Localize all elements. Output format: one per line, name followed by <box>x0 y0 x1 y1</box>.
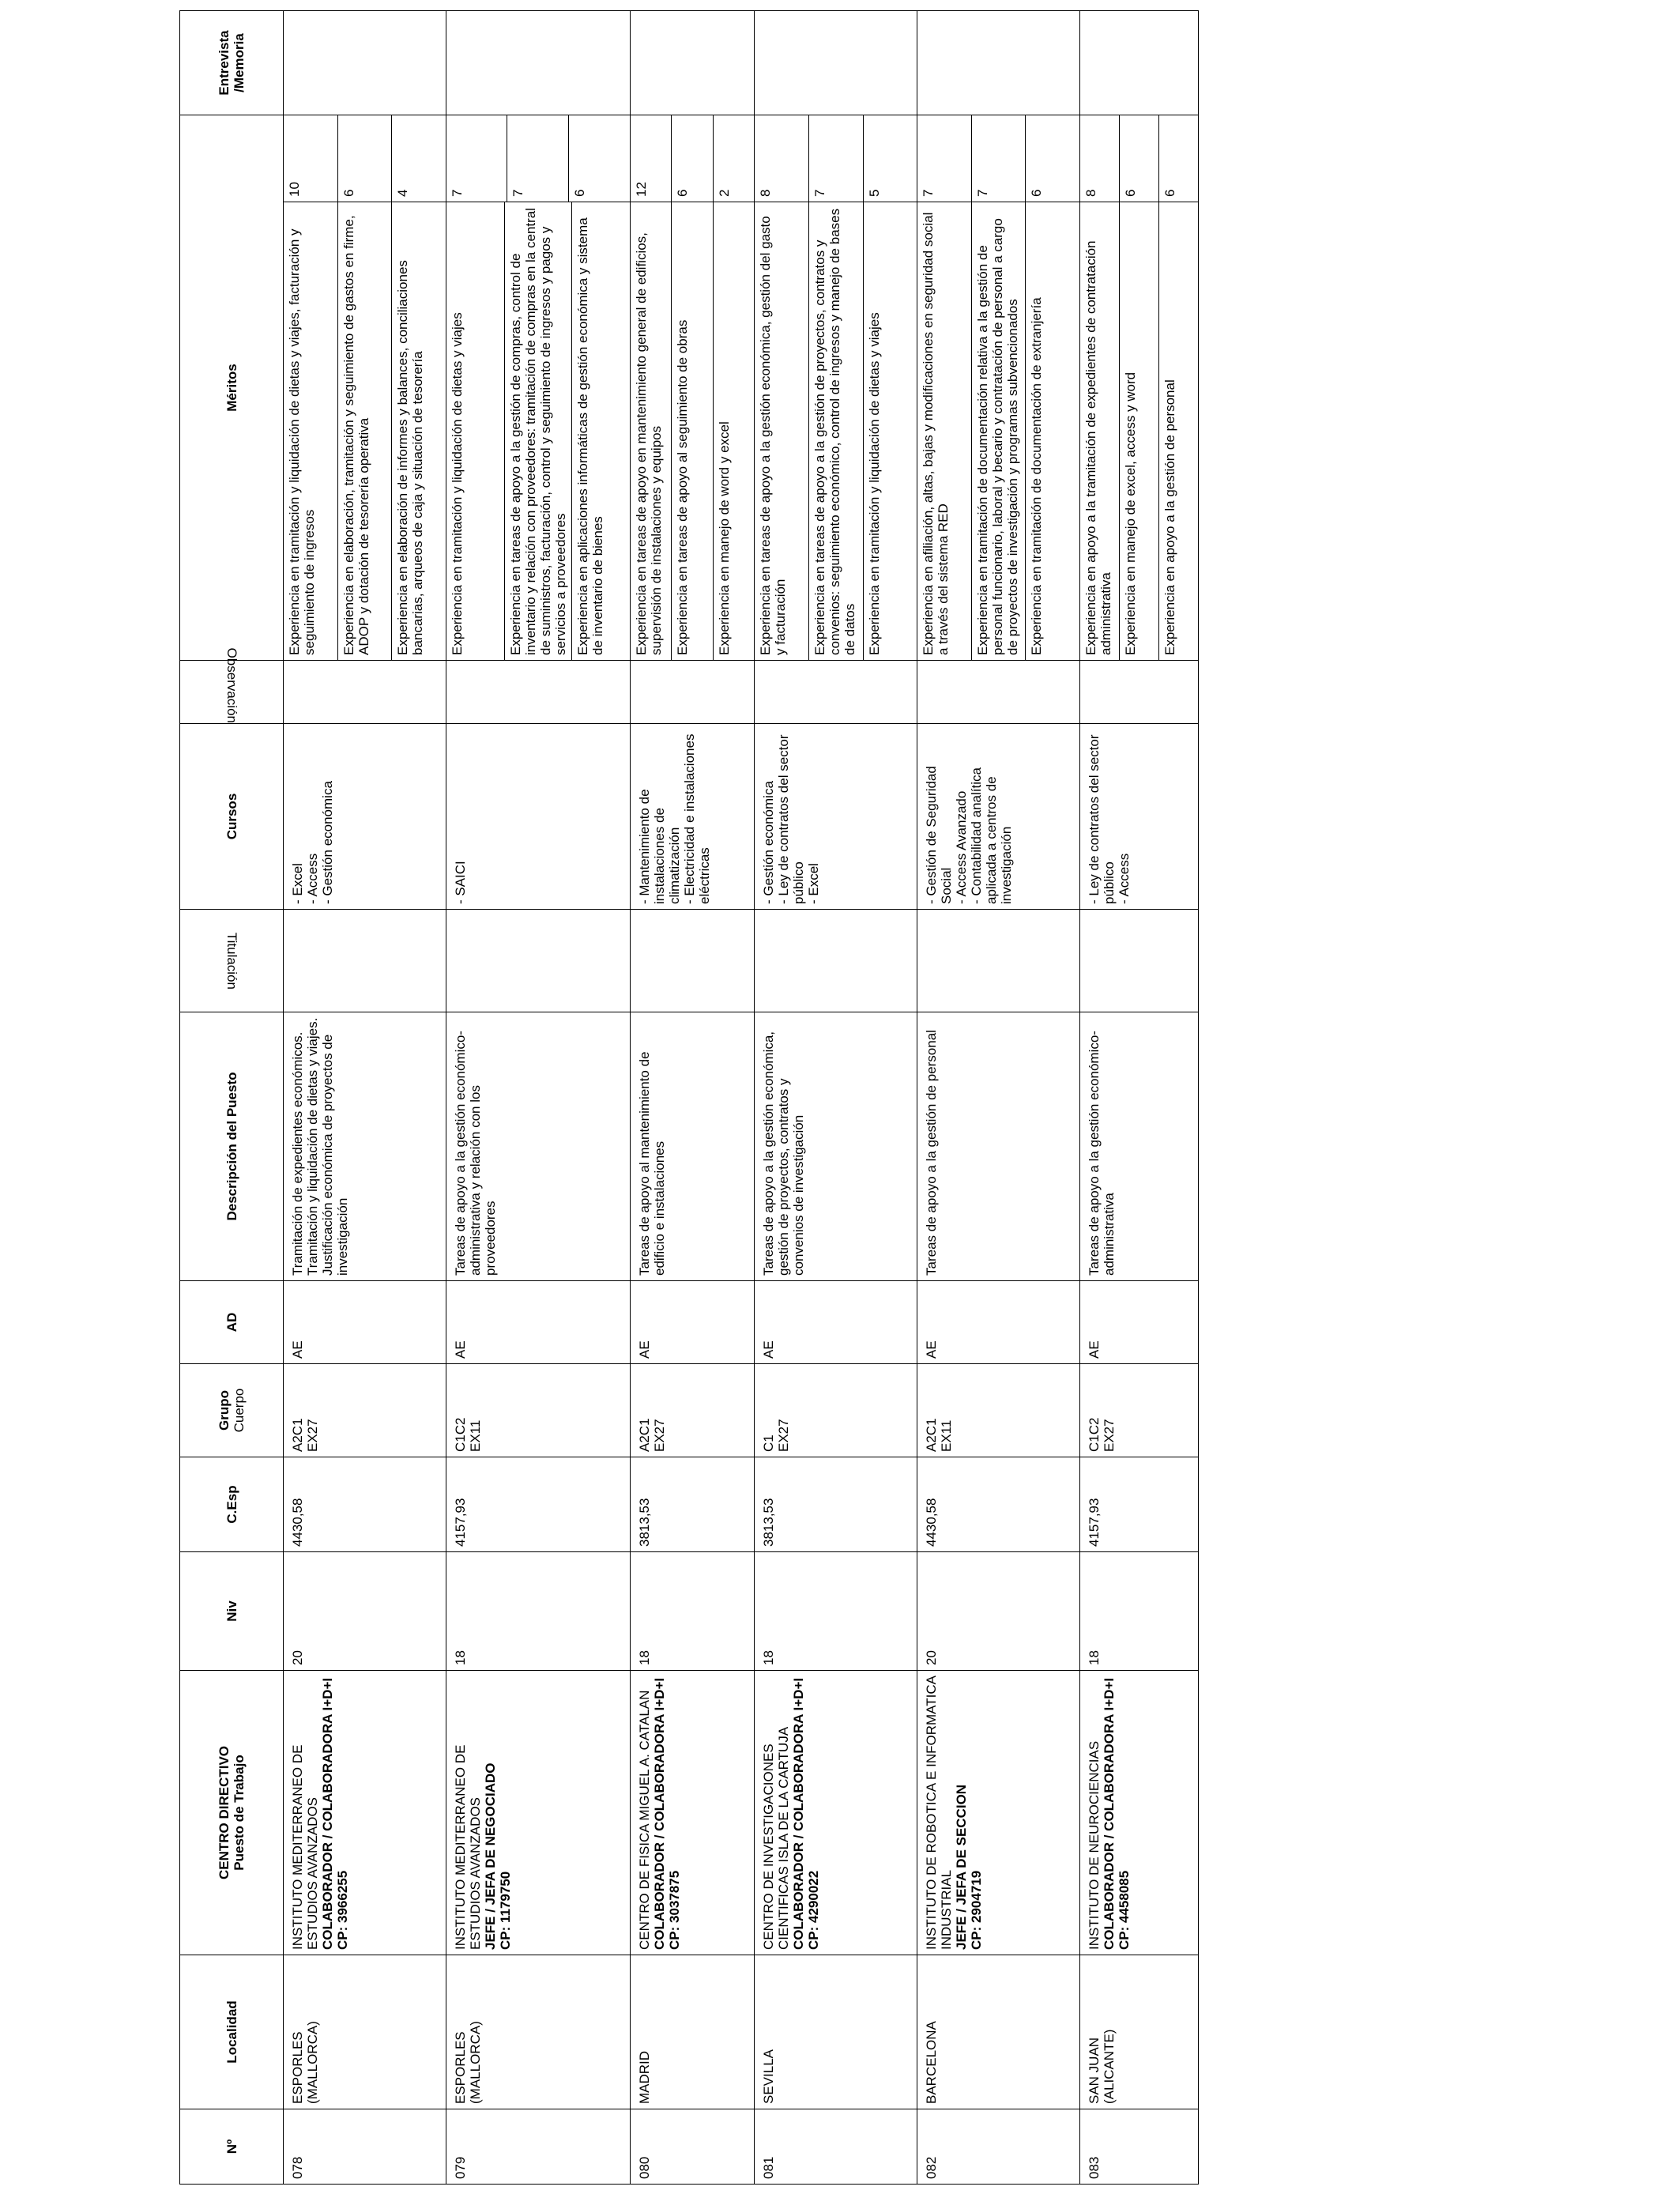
merito-text: Experiencia en tareas de apoyo a la gestión de proyectos, contratos y convenios: seguimiento económico, control de ingresos y manejo de bases de datos <box>809 202 864 660</box>
niv-value: 18 <box>636 1650 652 1665</box>
cell-ad <box>630 1281 755 1364</box>
merito-points: 6 <box>1162 189 1177 197</box>
merito-text: Experiencia en tareas de apoyo al seguimiento de obras <box>672 202 714 660</box>
cell-localidad <box>284 1955 446 2109</box>
localidad-line: (MALLORCA) <box>305 2021 320 2104</box>
curso-item: - Gestión económica <box>320 781 335 904</box>
row-number: 082 <box>924 2156 940 2179</box>
merito-text: Experiencia en tramitación y liquidación de dietas y viajes <box>866 312 882 655</box>
cell-puntos <box>284 115 446 202</box>
row-number: 081 <box>761 2156 777 2179</box>
niv-value: 20 <box>290 1650 305 1665</box>
cell-observacion <box>446 661 630 724</box>
cell-ad <box>284 1281 446 1364</box>
descripcion-text: Tareas de apoyo a la gestión de personal <box>924 1030 940 1276</box>
cell-observacion <box>630 661 755 724</box>
cell-puntos <box>446 115 630 202</box>
cell-niv <box>917 1552 1080 1671</box>
meritos-stack <box>446 202 630 660</box>
header-centro: CENTRO DIRECTIVO Puesto de Trabajo <box>180 1671 284 1955</box>
cp-code: CP: 2904719 <box>969 1870 985 1950</box>
cp-code: CP: 4458085 <box>1116 1870 1132 1950</box>
merito-text: Experiencia en manejo de excel, access y word <box>1120 202 1159 660</box>
cell-centro <box>630 1671 755 1955</box>
curso-item: - Ley de contratos del sector público <box>1086 734 1117 904</box>
meritos-stack <box>1080 202 1198 660</box>
positions-table <box>179 10 1199 2185</box>
cuerpo-value: EX11 <box>467 1419 483 1452</box>
header-meritos: Méritos <box>180 115 284 661</box>
cell-cursos <box>446 724 630 910</box>
merito-text: Experiencia en tramitación de documentación de extranjería <box>1029 297 1045 655</box>
cuerpo-value: EX27 <box>776 1419 792 1452</box>
table-row <box>1079 11 1198 2185</box>
header-niv: Niv <box>180 1552 284 1671</box>
cell-titulacion <box>446 910 630 1012</box>
centro-name: INSTITUTO MEDITERRANEO DE ESTUDIOS AVANZADOS <box>290 1744 320 1950</box>
cell-localidad <box>630 1955 755 2109</box>
cell-descripcion <box>917 1012 1080 1281</box>
descripcion-text: Tareas de apoyo a la gestión económica, gestión de proyectos, contratos y convenios de investigación <box>761 1031 807 1276</box>
merito-text: Experiencia en manejo de word y excel <box>716 421 732 655</box>
localidad-line: ESPORLES <box>452 2031 468 2104</box>
meritos-stack <box>917 202 1079 660</box>
centro-name: INSTITUTO DE NEUROCIENCIAS <box>1086 1740 1102 1950</box>
merito-points: 8 <box>755 115 809 202</box>
cell-number <box>755 2109 917 2185</box>
merito-points: 6 <box>338 115 393 202</box>
grupo-value: C1 <box>761 1434 777 1452</box>
puntos-stack <box>1080 115 1198 202</box>
localidad-line: ESPORLES <box>290 2031 305 2104</box>
cell-niv <box>446 1552 630 1671</box>
puntos-stack <box>917 115 1079 202</box>
cell-centro <box>1079 1671 1198 1955</box>
row-number: 079 <box>452 2156 468 2179</box>
puesto-name: JEFE / JEFA DE NEGOCIADO <box>482 1762 498 1950</box>
cell-number <box>917 2109 1080 2185</box>
puesto-name: JEFE / JEFA DE SECCION <box>954 1784 970 1950</box>
cell-entrevista <box>1079 11 1198 115</box>
cell-localidad <box>1079 1955 1198 2109</box>
cuerpo-value: EX27 <box>1101 1419 1117 1452</box>
cell-grupo <box>1079 1364 1198 1457</box>
cell-observacion <box>917 661 1080 724</box>
centro-name: CENTRO DE INVESTIGACIONES CIENTIFICAS ISLA DE LA CARTUJA <box>761 1726 792 1950</box>
cell-localidad <box>755 1955 917 2109</box>
grupo-value: A2C1 <box>290 1418 305 1452</box>
header-entrevista: Entrevista /Memoria <box>180 11 284 115</box>
merito-text: Experiencia en afiliación, altas, bajas y modificaciones en seguridad social a través del sistema RED <box>917 202 972 660</box>
merito-text: Experiencia en tareas de apoyo a la gestión de compras, control de inventario y relación con proveedores: tramitación de compras en la central de suministros, facturación, control y seguimiento de ingresos y pagos y servicios a proveedores <box>505 202 572 660</box>
cell-titulacion <box>917 910 1080 1012</box>
ad-value: AE <box>761 1340 777 1359</box>
puesto-name: COLABORADOR / COLABORADORA I+D+I <box>320 1677 335 1950</box>
cesp-value: 4157,93 <box>1086 1498 1102 1547</box>
curso-item: - Excel <box>806 863 822 904</box>
cell-centro <box>284 1671 446 1955</box>
cell-centro <box>917 1671 1080 1955</box>
cell-ad <box>755 1281 917 1364</box>
header-grupo: Grupo Cuerpo <box>180 1364 284 1457</box>
merito-points: 7 <box>917 115 972 202</box>
merito-points: 2 <box>716 189 732 197</box>
cell-grupo <box>755 1364 917 1457</box>
curso-item: - SAICI <box>452 861 468 904</box>
cell-titulacion <box>284 910 446 1012</box>
curso-item: - Mantenimiento de instalaciones de climatización <box>636 789 682 904</box>
ad-value: AE <box>290 1340 305 1359</box>
cell-puntos <box>917 115 1080 202</box>
cell-entrevista <box>755 11 917 115</box>
cesp-value: 3813,53 <box>761 1498 777 1547</box>
header-cesp: C.Esp <box>180 1457 284 1552</box>
merito-points: 4 <box>395 189 411 197</box>
centro-name: INSTITUTO DE ROBOTICA E INFORMATICA INDUSTRIAL <box>924 1676 955 1950</box>
merito-points: 7 <box>507 115 569 202</box>
cp-code: CP: 3037875 <box>666 1870 682 1950</box>
header-descripcion: Descripción del Puesto <box>180 1012 284 1281</box>
cell-entrevista <box>284 11 446 115</box>
cp-code: CP: 1179750 <box>497 1871 513 1950</box>
cell-meritos <box>755 202 917 661</box>
cell-entrevista <box>446 11 630 115</box>
cesp-value: 4157,93 <box>452 1498 468 1547</box>
cell-meritos <box>630 202 755 661</box>
cuerpo-value: EX27 <box>651 1419 667 1452</box>
meritos-stack <box>631 202 755 660</box>
merito-text: Experiencia en apoyo a la tramitación de expedientes de contratación administrativa <box>1080 202 1120 660</box>
cell-meritos <box>284 202 446 661</box>
cell-niv <box>1079 1552 1198 1671</box>
merito-points: 5 <box>866 189 882 197</box>
niv-value: 18 <box>761 1650 777 1665</box>
cell-cesp <box>917 1457 1080 1552</box>
meritos-stack <box>284 202 446 660</box>
localidad-line: (ALICANTE) <box>1101 2029 1117 2104</box>
merito-points: 6 <box>572 189 588 197</box>
merito-text: Experiencia en tareas de apoyo a la gestión económica, gestión del gasto y facturación <box>755 202 809 660</box>
niv-value: 18 <box>452 1650 468 1665</box>
grupo-value: A2C1 <box>924 1418 940 1452</box>
merito-text: Experiencia en elaboración, tramitación y seguimiento de gastos en firme, ADOP y dotación de tesorería operativa <box>338 202 393 660</box>
centro-name: INSTITUTO MEDITERRANEO DE ESTUDIOS AVANZADOS <box>452 1744 483 1950</box>
row-number: 083 <box>1086 2156 1102 2179</box>
merito-text: Experiencia en apoyo a la gestión de personal <box>1162 379 1177 655</box>
cell-puntos <box>630 115 755 202</box>
row-number: 080 <box>636 2156 652 2179</box>
niv-value: 20 <box>924 1650 940 1665</box>
cell-niv <box>630 1552 755 1671</box>
curso-item: - Access <box>1116 853 1132 904</box>
cesp-value: 4430,58 <box>290 1498 305 1547</box>
table-row <box>630 11 755 2185</box>
merito-text: Experiencia en aplicaciones informáticas de gestión económica y sistema de inventario de bienes <box>574 217 605 655</box>
cell-number <box>630 2109 755 2185</box>
centro-name: CENTRO DE FISICA MIGUEL A. CATALAN <box>636 1690 652 1950</box>
localidad-line: SAN JUAN <box>1086 2037 1102 2104</box>
cell-titulacion <box>755 910 917 1012</box>
cell-ad <box>446 1281 630 1364</box>
puesto-name: COLABORADOR / COLABORADORA I+D+I <box>791 1677 807 1950</box>
cell-cursos <box>1079 724 1198 910</box>
cp-code: CP: 3966255 <box>335 1870 350 1950</box>
grupo-value: C1C2 <box>452 1417 468 1452</box>
ad-value: AE <box>452 1340 468 1359</box>
cell-niv <box>284 1552 446 1671</box>
cell-localidad <box>446 1955 630 2109</box>
cell-cursos <box>917 724 1080 910</box>
header-row <box>180 11 284 2185</box>
merito-points: 7 <box>972 115 1026 202</box>
cell-titulacion <box>1079 910 1198 1012</box>
cp-code: CP: 4290022 <box>806 1870 822 1950</box>
cell-number <box>284 2109 446 2185</box>
cell-puntos <box>755 115 917 202</box>
curso-item: - Gestión de Seguridad Social <box>924 766 955 904</box>
puesto-name: COLABORADOR / COLABORADORA I+D+I <box>1101 1677 1117 1950</box>
cell-descripcion <box>284 1012 446 1281</box>
merito-points: 7 <box>809 115 864 202</box>
descripcion-text: Tareas de apoyo a la gestión económico-administrativa y relación con los proveedores <box>452 1031 498 1276</box>
merito-points: 7 <box>446 115 508 202</box>
merito-points: 6 <box>1120 115 1159 202</box>
localidad-line: BARCELONA <box>924 2021 940 2104</box>
cell-cesp <box>284 1457 446 1552</box>
cell-puntos <box>1079 115 1198 202</box>
cell-cursos <box>284 724 446 910</box>
localidad-line: SEVILLA <box>761 2049 777 2104</box>
merito-text: Experiencia en tramitación de documentación relativa a la gestión de personal funcionario, laboral y becario y contratación de personal a cargo de proyectos de investigación y programas subvencionados <box>972 202 1026 660</box>
cell-entrevista <box>630 11 755 115</box>
merito-points: 10 <box>284 115 338 202</box>
puntos-stack <box>446 115 630 202</box>
cell-grupo <box>917 1364 1080 1457</box>
merito-points: 6 <box>672 115 714 202</box>
table-row <box>755 11 917 2185</box>
cell-observacion <box>1079 661 1198 724</box>
header-localidad: Localidad <box>180 1955 284 2109</box>
puntos-stack <box>631 115 755 202</box>
cell-cesp <box>755 1457 917 1552</box>
cell-localidad <box>917 1955 1080 2109</box>
localidad-line: (MALLORCA) <box>467 2021 483 2104</box>
cell-number <box>1079 2109 1198 2185</box>
cell-cesp <box>446 1457 630 1552</box>
cesp-value: 3813,53 <box>636 1498 652 1547</box>
grupo-value: C1C2 <box>1086 1417 1102 1452</box>
localidad-line: MADRID <box>636 2050 652 2104</box>
descripcion-text: Tramitación de expedientes económicos. Tramitación y liquidación de dietas y viajes. Justificación económica de proyectos de investigación <box>290 1017 350 1276</box>
cell-ad <box>1079 1281 1198 1364</box>
cell-cursos <box>630 724 755 910</box>
ad-value: AE <box>924 1340 940 1359</box>
cesp-value: 4430,58 <box>924 1498 940 1547</box>
cell-grupo <box>630 1364 755 1457</box>
cell-cursos <box>755 724 917 910</box>
cuerpo-value: EX27 <box>305 1419 320 1452</box>
cell-number <box>446 2109 630 2185</box>
merito-points: 6 <box>1029 189 1045 197</box>
merito-text: Experiencia en tramitación y liquidación de dietas y viajes <box>446 202 505 660</box>
cell-descripcion <box>630 1012 755 1281</box>
cell-niv <box>755 1552 917 1671</box>
cell-grupo <box>446 1364 630 1457</box>
curso-item: - Access Avanzado <box>954 790 970 904</box>
header-cursos: Cursos <box>180 724 284 910</box>
ad-value: AE <box>1086 1340 1102 1359</box>
rotated-table-wrapper <box>179 11 1199 2185</box>
cell-descripcion <box>755 1012 917 1281</box>
cell-grupo <box>284 1364 446 1457</box>
grupo-value: A2C1 <box>636 1418 652 1452</box>
descripcion-text: Tareas de apoyo a la gestión económico-administrativa <box>1086 1031 1117 1276</box>
curso-item: - Electricidad e instalaciones eléctricas <box>681 733 712 904</box>
header-n: Nº <box>180 2109 284 2185</box>
cell-centro <box>755 1671 917 1955</box>
cell-descripcion <box>1079 1012 1198 1281</box>
merito-text: Experiencia en elaboración de informes y balances, conciliaciones bancarias, arqueos de caja y situación de tesorería <box>395 260 426 655</box>
table-row <box>284 11 446 2185</box>
ad-value: AE <box>636 1340 652 1359</box>
meritos-stack <box>755 202 917 660</box>
niv-value: 18 <box>1086 1650 1102 1665</box>
curso-item: - Contabilidad analítica aplicada a centros de investigación <box>969 767 1015 904</box>
puntos-stack <box>755 115 917 202</box>
curso-item: - Excel <box>290 863 305 904</box>
cell-observacion <box>284 661 446 724</box>
table-row <box>446 11 630 2185</box>
cell-meritos <box>1079 202 1198 661</box>
cell-descripcion <box>446 1012 630 1281</box>
merito-points: 12 <box>631 115 672 202</box>
cell-cesp <box>1079 1457 1198 1552</box>
merito-text: Experiencia en tramitación y liquidación de dietas y viajes, facturación y seguimiento de ingresos <box>284 202 338 660</box>
merito-text: Experiencia en tareas de apoyo en mantenimiento general de edificios, supervisión de instalaciones y equipos <box>631 202 672 660</box>
header-ad: AD <box>180 1281 284 1364</box>
cuerpo-value: EX11 <box>939 1419 955 1452</box>
table-row <box>917 11 1080 2185</box>
cell-ad <box>917 1281 1080 1364</box>
merito-points: 8 <box>1080 115 1120 202</box>
curso-item: - Ley de contratos del sector público <box>776 734 807 904</box>
cell-meritos <box>446 202 630 661</box>
curso-item: - Gestión económica <box>761 781 777 904</box>
puesto-name: COLABORADOR / COLABORADORA I+D+I <box>651 1677 667 1950</box>
puntos-stack <box>284 115 446 202</box>
descripcion-text: Tareas de apoyo al mantenimiento de edificio e instalaciones <box>636 1051 667 1276</box>
header-observacion: Observación <box>180 661 284 724</box>
cell-meritos <box>917 202 1080 661</box>
header-titulacion: Titulación <box>180 910 284 1012</box>
curso-item: - Access <box>305 853 320 904</box>
cell-entrevista <box>917 11 1080 115</box>
table-body <box>284 11 1199 2185</box>
cell-observacion <box>755 661 917 724</box>
row-number: 078 <box>290 2156 305 2179</box>
cell-cesp <box>630 1457 755 1552</box>
cell-titulacion <box>630 910 755 1012</box>
cell-centro <box>446 1671 630 1955</box>
